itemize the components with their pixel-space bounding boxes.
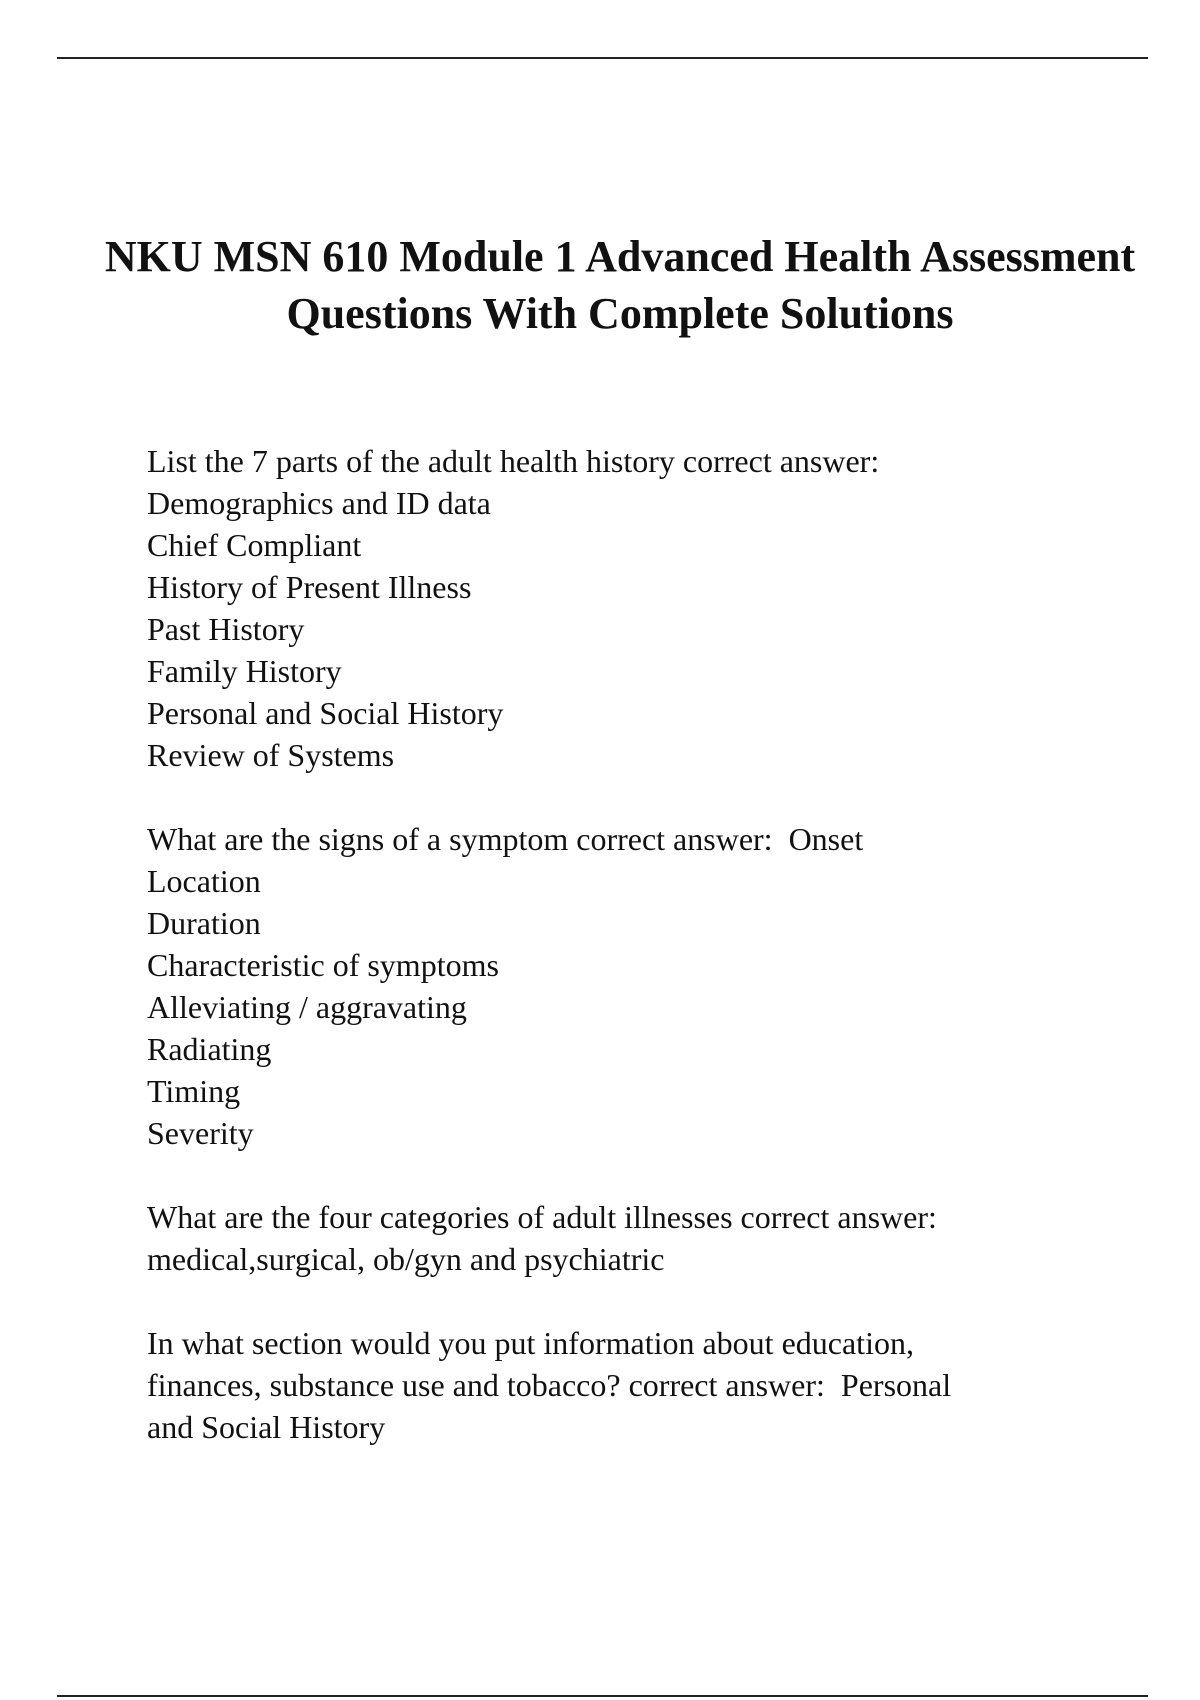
answer-line: History of Present Illness: [147, 569, 472, 605]
header-rule: [57, 57, 1148, 59]
answer-line: Duration: [147, 905, 261, 941]
answer-line: Severity: [147, 1115, 254, 1151]
question-block: [147, 440, 1107, 776]
answer-line: Characteristic of symptoms: [147, 947, 499, 983]
answer-line: Location: [147, 863, 261, 899]
document-body: [147, 440, 1107, 1490]
answer-line: finances, substance use and tobacco? correct answer: Personal: [147, 1367, 952, 1403]
answer-line: Chief Compliant: [147, 527, 362, 563]
footer-rule: [57, 1695, 1148, 1697]
answer-line: Demographics and ID data: [147, 485, 491, 521]
question-block: [147, 1196, 1107, 1280]
answer-line: Family History: [147, 653, 342, 689]
question-text: In what section would you put information about education,: [147, 1325, 914, 1361]
document-title: NKU MSN 610 Module 1 Advanced Health Assessment Questions With Complete Solutions: [104, 232, 1136, 338]
answer-line: Radiating: [147, 1031, 272, 1067]
question-text: What are the four categories of adult illnesses correct answer:: [147, 1199, 937, 1235]
question-text: List the 7 parts of the adult health history correct answer:: [147, 443, 880, 479]
answer-line: Personal and Social History: [147, 695, 504, 731]
answer-line: Past History: [147, 611, 305, 647]
answer-line: Alleviating / aggravating: [147, 989, 467, 1025]
question-block: [147, 818, 1107, 1154]
question-text: What are the signs of a symptom correct answer: Onset: [147, 821, 864, 857]
question-block: [147, 1322, 1107, 1448]
answer-line: Review of Systems: [147, 737, 395, 773]
answer-line: and Social History: [147, 1409, 386, 1445]
answer-line: medical,surgical, ob/gyn and psychiatric: [147, 1241, 665, 1277]
answer-line: Timing: [147, 1073, 241, 1109]
